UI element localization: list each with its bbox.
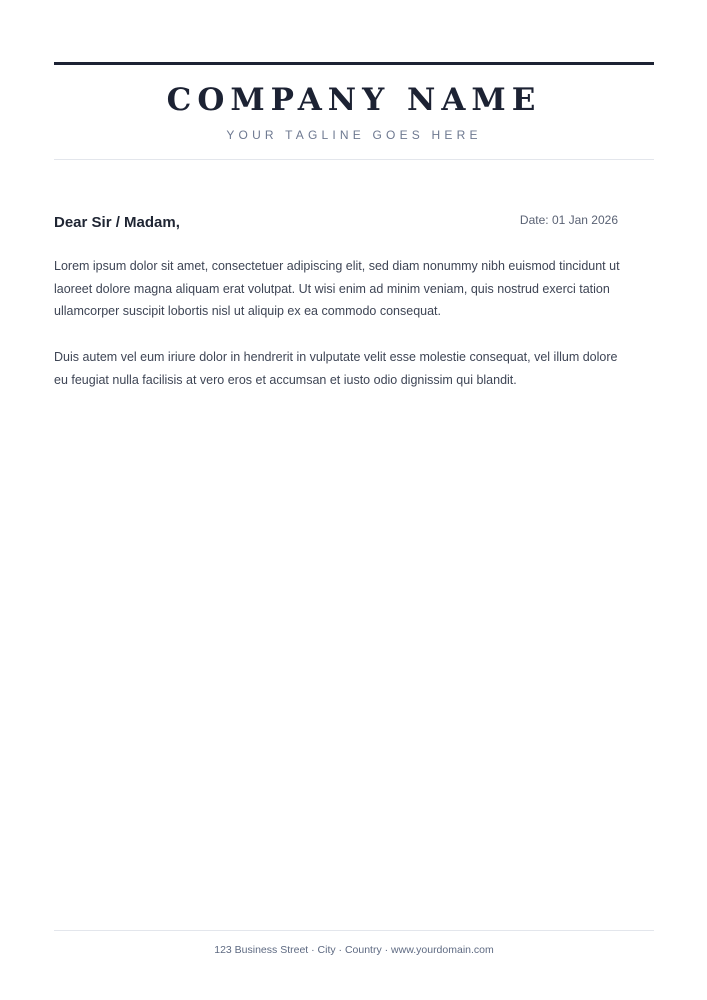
header-top-rule [54,62,654,65]
footer-divider [54,930,654,931]
header-divider [54,159,654,160]
letter-date: Date: 01 Jan 2026 [519,213,618,227]
company-name: COMPANY NAME [166,82,542,118]
company-tagline: YOUR TAGLINE GOES HERE [226,128,482,142]
letter-salutation: Dear Sir / Madam, [54,214,180,231]
letter-paragraph-2: Duis autem vel eum iriure dolor in hendrerit in vulputate velit esse molestie consequat, vel illum dolore eu feugiat nulla facilisis at vero eros et accumsan et iusto odio dignissim qui blandit. [54,350,618,387]
footer-address: 123 Business Street · City · Country · www.yourdomain.com [214,944,494,956]
letter-paragraph-1: Lorem ipsum dolor sit amet, consectetuer adipiscing elit, sed diam nonummy nibh euismod tincidunt ut laoreet dolore magna aliquam erat volutpat. Ut wisi enim ad minim veniam, quis nostrud exerci tation ullamcorper suscipit lobortis nisl ut aliquip ex ea commodo consequat. [54,259,620,318]
